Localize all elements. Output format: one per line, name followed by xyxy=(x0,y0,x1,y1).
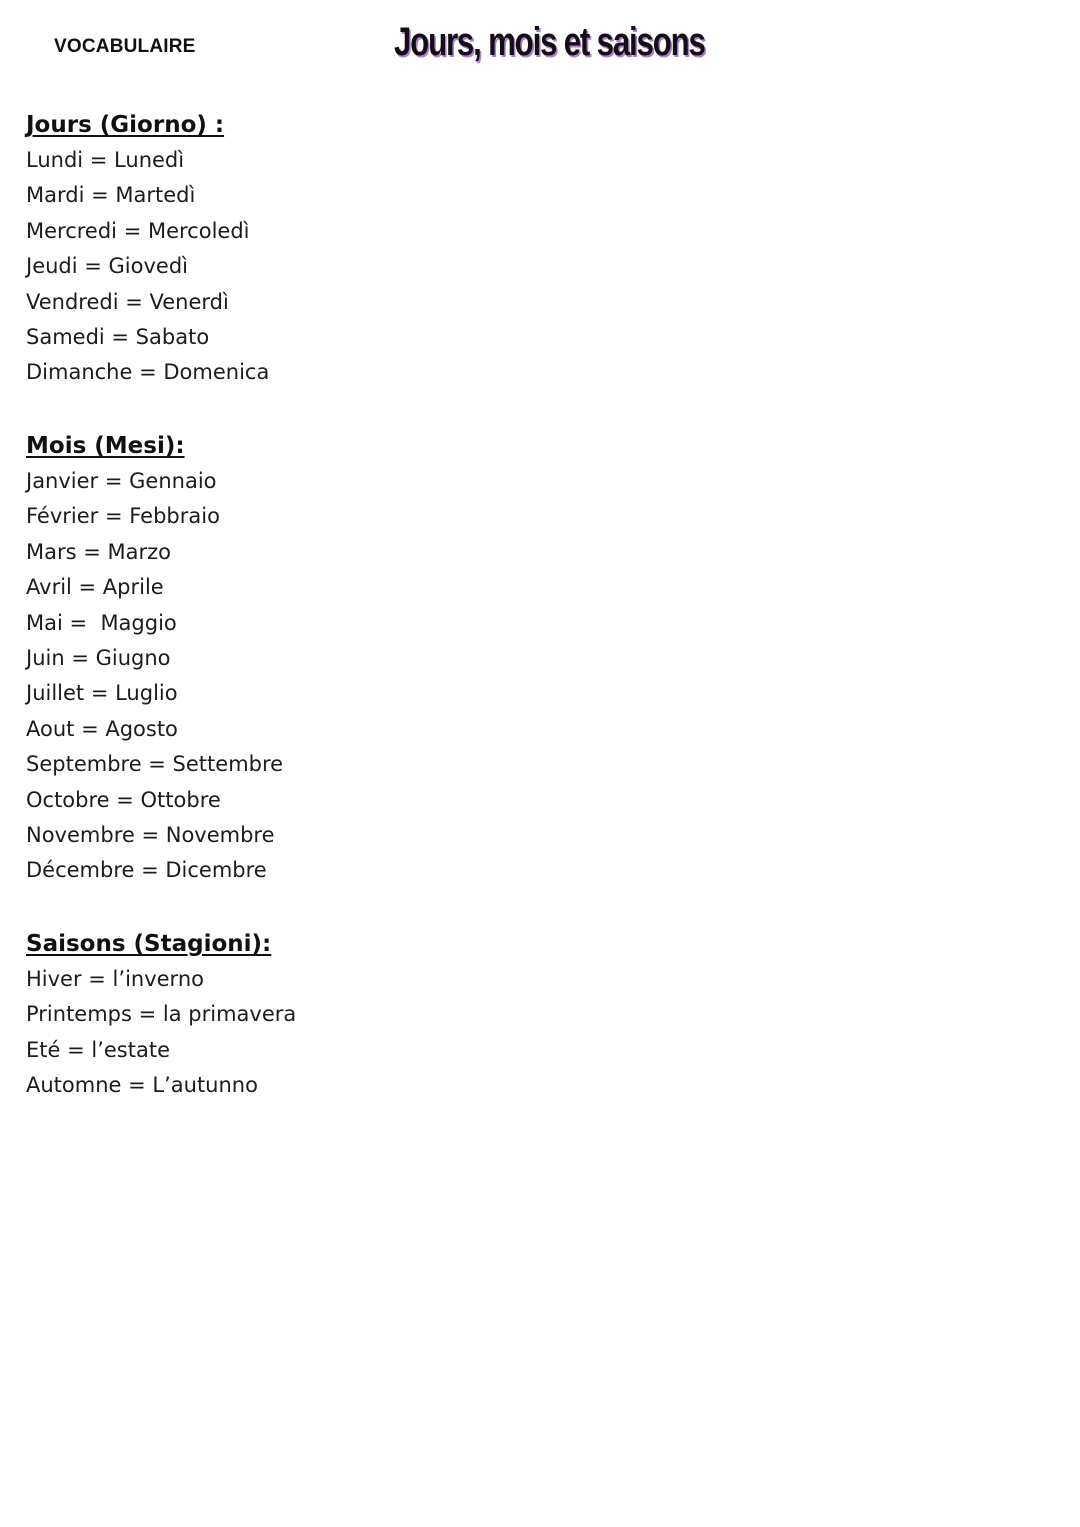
list-item: Vendredi = Venerdì xyxy=(26,289,229,314)
list-item: Hiver = l’inverno xyxy=(26,967,204,991)
list-item: Octobre = Ottobre xyxy=(26,787,221,812)
list-item: Mercredi = Mercoledì xyxy=(26,218,250,243)
list-item: Janvier = Gennaio xyxy=(26,469,217,493)
section-heading-jours: Jours (Giorno) : xyxy=(26,112,225,138)
list-item: Novembre = Novembre xyxy=(26,822,275,847)
list-item: Avril = Aprile xyxy=(26,575,164,600)
list-item: Septembre = Settembre xyxy=(26,752,284,777)
list-item: Dimanche = Domenica xyxy=(26,360,270,385)
document-label: VOCABULAIRE xyxy=(54,36,196,57)
list-item: Mai = Maggio xyxy=(26,610,177,635)
list-item: Décembre = Dicembre xyxy=(26,858,267,883)
section-saisons xyxy=(26,927,296,1104)
list-item: Lundi = Lunedì xyxy=(26,148,185,172)
page-title: Jours, mois et saisons xyxy=(394,20,705,64)
list-item: Samedi = Sabato xyxy=(26,324,210,349)
section-jours xyxy=(26,108,269,391)
list-item: Juin = Giugno xyxy=(26,645,171,670)
list-item: Jeudi = Giovedì xyxy=(26,254,189,279)
list-item: Juillet = Luglio xyxy=(26,681,178,706)
list-item: Printemps = la primavera xyxy=(26,1002,297,1027)
list-item: Février = Febbraio xyxy=(26,504,220,529)
list-item: Eté = l’estate xyxy=(26,1037,170,1062)
section-heading-mois: Mois (Mesi): xyxy=(26,433,185,459)
section-mois xyxy=(26,429,283,889)
list-item: Aout = Agosto xyxy=(26,716,178,741)
list-item: Mars = Marzo xyxy=(26,539,172,564)
list-item: Mardi = Martedì xyxy=(26,183,196,208)
list-item: Automne = L’autunno xyxy=(26,1073,258,1098)
section-heading-saisons: Saisons (Stagioni): xyxy=(26,931,272,957)
